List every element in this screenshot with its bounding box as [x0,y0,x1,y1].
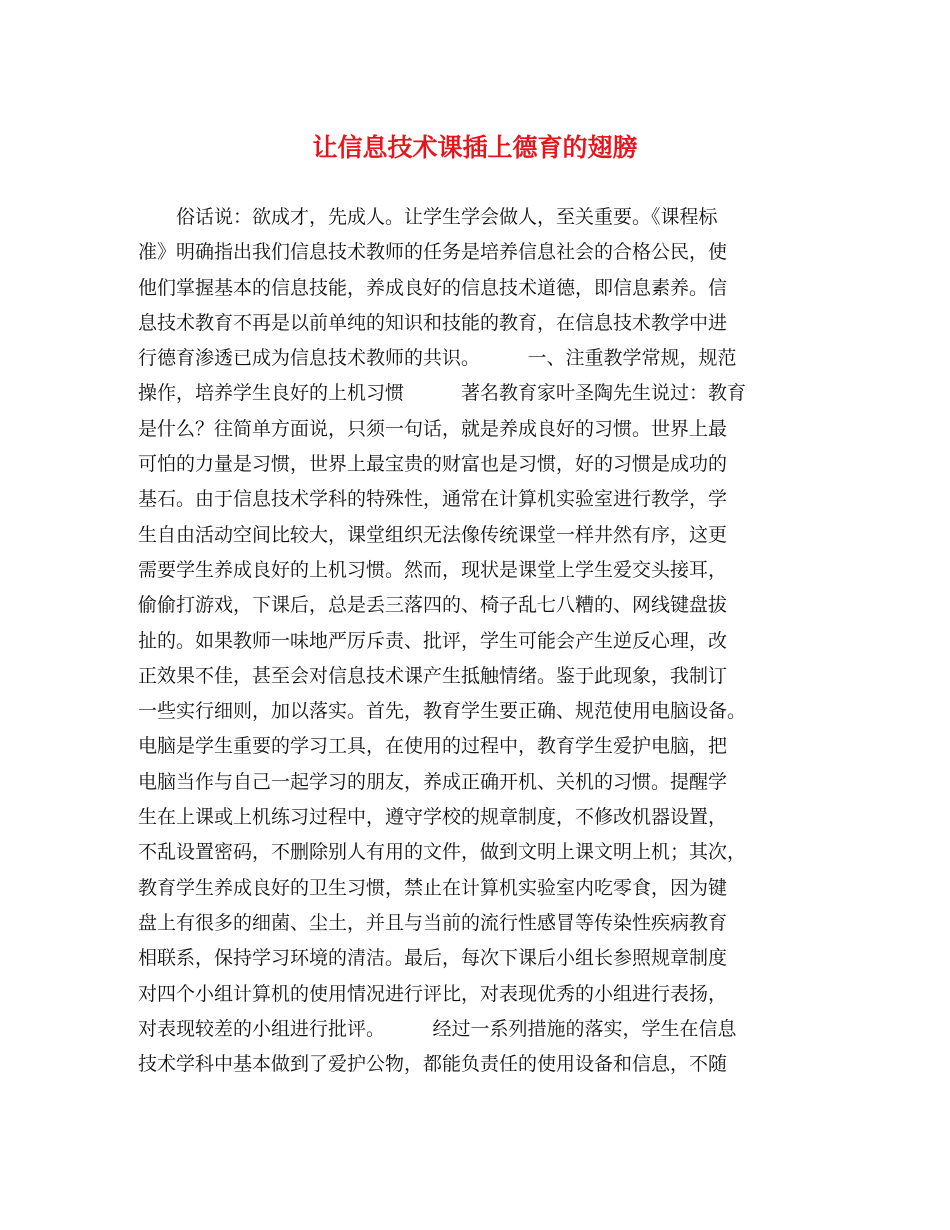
body-line: 教育学生养成良好的卫生习惯，禁止在计算机实验室内吃零食，因为键 [138,876,728,899]
body-line: 生在上课或上机练习过程中，遵守学校的规章制度，不修改机器设置， [138,806,728,829]
body-line: 电脑当作与自己一起学习的朋友，养成正确开机、关机的习惯。提醒学 [138,770,728,793]
body-line: 生自由活动空间比较大，课堂组织无法像传统课堂一样井然有序，这更 [138,523,728,546]
body-line: 一些实行细则，加以落实。首先，教育学生要正确、规范使用电脑设备。 [138,700,747,723]
body-line: 对表现较差的小组进行批评。 经过一系列措施的落实，学生在信息 [138,1017,737,1040]
body-line: 他们掌握基本的信息技能，养成良好的信息技术道德，即信息素养。信 [138,276,728,299]
body-line: 对四个小组计算机的使用情况进行评比，对表现优秀的小组进行表扬， [138,982,728,1005]
body-line: 行德育渗透已成为信息技术教师的共识。 一、注重教学常规，规范 [138,347,737,370]
body-line: 相联系，保持学习环境的清洁。最后，每次下课后小组长参照规章制度 [138,947,728,970]
body-line: 是什么？往简单方面说，只须一句话，就是养成良好的习惯。世界上最 [138,417,728,440]
body-line: 可怕的力量是习惯，世界上最宝贵的财富也是习惯，好的习惯是成功的 [138,453,728,476]
body-line: 操作，培养学生良好的上机习惯 著名教育家叶圣陶先生说过：教育 [138,382,747,405]
body-line: 正效果不佳，甚至会对信息技术课产生抵触情绪。鉴于此现象，我制订 [138,664,728,687]
body-line: 不乱设置密码，不删除别人有用的文件，做到文明上课文明上机；其次， [138,841,747,864]
document-title: 让信息技术课插上德育的翅膀 [312,133,638,162]
body-line: 准》明确指出我们信息技术教师的任务是培养信息社会的合格公民，使 [138,241,728,264]
body-line: 息技术教育不再是以前单纯的知识和技能的教育，在信息技术教学中进 [138,311,728,334]
body-line: 电脑是学生重要的学习工具，在使用的过程中，教育学生爱护电脑，把 [138,735,728,758]
body-line: 需要学生养成良好的上机习惯。然而，现状是课堂上学生爱交头接耳， [138,558,728,581]
body-line: 偷偷打游戏，下课后，总是丢三落四的、椅子乱七八糟的、网线键盘拔 [138,594,728,617]
body-line: 技术学科中基本做到了爱护公物，都能负责任的使用设备和信息，不随 [138,1053,728,1076]
body-line: 扯的。如果教师一味地严厉斥责、批评，学生可能会产生逆反心理，改 [138,629,728,652]
document-body [138,200,814,1082]
body-line: 基石。由于信息技术学科的特殊性，通常在计算机实验室进行教学，学 [138,488,728,511]
body-line: 俗话说：欲成才，先成人。让学生学会做人，至关重要。《课程标 [176,206,718,228]
body-line: 盘上有很多的细菌、尘土，并且与当前的流行性感冒等传染性疾病教育 [138,911,728,934]
